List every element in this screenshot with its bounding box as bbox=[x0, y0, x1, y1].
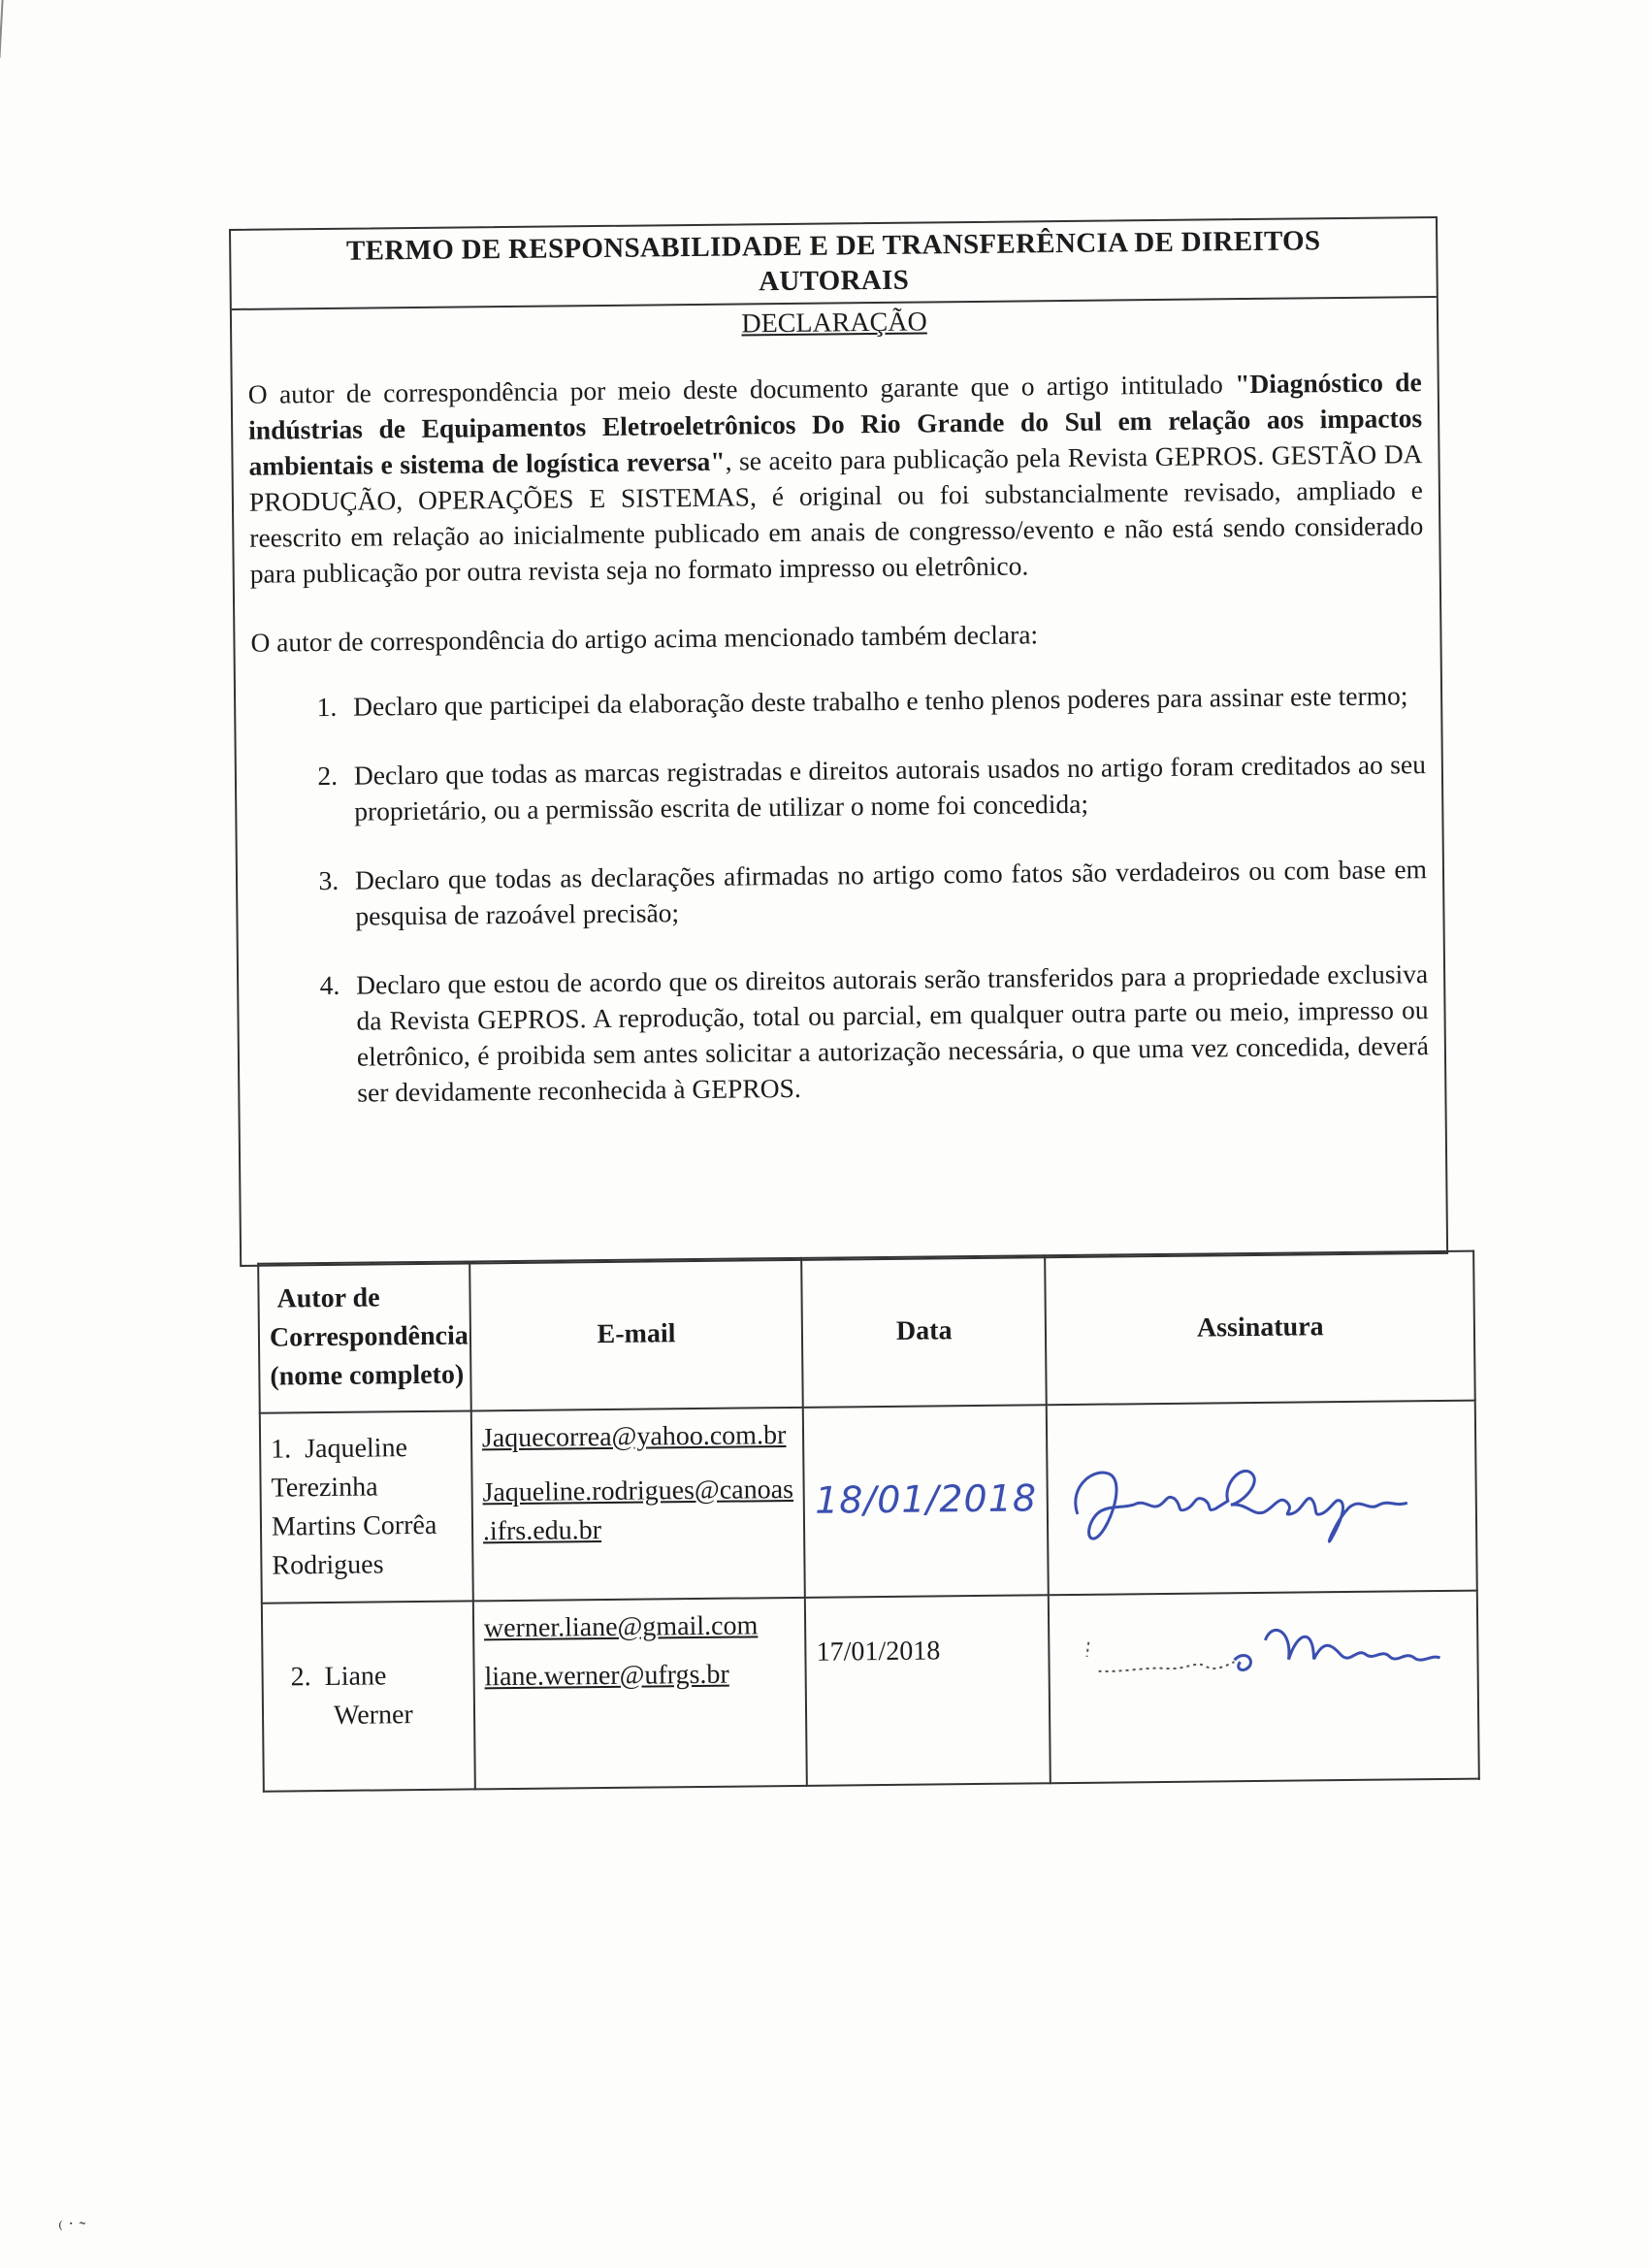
header-author-line-3: (nome completo) bbox=[270, 1359, 465, 1392]
declaration-item-2: 2. Declaro que todas as marcas registradas e direitos autorais usados no artigo foram creditados ao seu proprietário, ou a permissão escrita de utilizar o nome foi concedida; bbox=[344, 746, 1427, 829]
email-link[interactable]: Jaqueline.rodrigues@canoas bbox=[482, 1474, 794, 1508]
author-name-part: Liane bbox=[324, 1661, 387, 1693]
header-author bbox=[258, 1261, 470, 1412]
author-cell-2 bbox=[262, 1601, 475, 1791]
handwritten-date: 18/01/2018 bbox=[814, 1475, 1038, 1522]
declaration-intro: O autor de correspondência do artigo acima mencionado também declara: bbox=[250, 619, 1039, 658]
document bbox=[229, 216, 1452, 1793]
declaration-list bbox=[251, 677, 1429, 1112]
table-header-row bbox=[258, 1251, 1475, 1413]
declaration-body bbox=[248, 364, 1430, 1145]
email-link-continued[interactable]: .ifrs.edu.br bbox=[482, 1515, 602, 1547]
email-link[interactable]: liane.werner@ufrgs.br bbox=[484, 1659, 729, 1693]
author-name-part: Werner bbox=[333, 1700, 413, 1731]
article-title: "Diagnóstico de indústrias de Equipamentos Eletroeletrônicos Do Rio Grande do Sul em relação aos impactos ambientais e sistema de logística reversa" bbox=[248, 367, 1423, 481]
author-name-part: Martins Corrêa bbox=[271, 1509, 437, 1542]
authors-table bbox=[257, 1250, 1480, 1793]
header-signature: Assinatura bbox=[1045, 1251, 1475, 1406]
row-number: 2. bbox=[290, 1662, 311, 1693]
author-name-part: Rodrigues bbox=[272, 1549, 384, 1581]
signature-image bbox=[1059, 1600, 1468, 1691]
header-author-line-2: Correspondência bbox=[269, 1320, 469, 1353]
signature-cell-1 bbox=[1047, 1401, 1477, 1596]
title-line-1: TERMO DE RESPONSABILIDADE E DE TRANSFERÊNCIA DE DIREITOS bbox=[345, 225, 1321, 267]
author-name-part: Jaqueline bbox=[305, 1433, 408, 1465]
document-title bbox=[231, 222, 1437, 305]
table-row bbox=[262, 1591, 1479, 1792]
author-2-line-1 bbox=[290, 1657, 463, 1698]
typed-date: 17/01/2018 bbox=[816, 1636, 941, 1668]
header-email: E-mail bbox=[469, 1258, 803, 1411]
email-cell-1 bbox=[471, 1408, 806, 1602]
intro-text-2: , se aceito para publicação pela Revista GEPROS. GESTÃO DA PRODUÇÃO, OPERAÇÕES E SISTEMAS, é original ou foi substancialmente revisado, ampliado e reescrito em relação ao inicialmente publicado em anais de congresso/evento e não está sendo considerado para publicação por outra revista seja no formato impresso ou eletrônico. bbox=[248, 438, 1424, 589]
declaration-item-1: 1. Declaro que participei da elaboração deste trabalho e tenho plenos poderes para assinar este termo; bbox=[343, 677, 1425, 725]
declaration-item-4: 4. Declaro que estou de acordo que os direitos autorais serão transferidos para a propriedade exclusiva da Revista GEPROS. A reprodução, total ou parcial, em qualquer outra parte ou meio, impresso ou eletrônico, é proibida sem antes solicitar a autorização necessária, o que uma vez concedida, deverá ser devidamente reconhecida à GEPROS. bbox=[346, 956, 1429, 1111]
signature-cell-2 bbox=[1049, 1591, 1479, 1784]
signature-image bbox=[1058, 1442, 1467, 1553]
page-edge bbox=[0, 0, 62, 58]
author-1-line-1 bbox=[271, 1429, 461, 1470]
declaration-item-3: 3. Declaro que todas as declarações afirmadas no artigo como fatos são verdadeiros ou com base em pesquisa de razoável precisão; bbox=[345, 851, 1428, 934]
table-row bbox=[260, 1401, 1477, 1604]
header-date: Data bbox=[801, 1255, 1047, 1408]
email-link[interactable]: Jaquecorrea@yahoo.com.br bbox=[481, 1420, 787, 1454]
intro-paragraph bbox=[248, 364, 1424, 592]
header-author-line-1: Autor de bbox=[276, 1282, 380, 1314]
intro-text-1: O autor de correspondência por meio deste documento garante que o artigo intitulado bbox=[247, 369, 1236, 409]
declaration-heading: DECLARAÇÃO bbox=[741, 307, 927, 340]
author-cell-1 bbox=[260, 1410, 473, 1603]
scan-specks: ⁽ ˙ ˜ bbox=[58, 2219, 86, 2240]
email-link[interactable]: werner.liane@gmail.com bbox=[483, 1610, 759, 1644]
title-line-2: AUTORAIS bbox=[758, 264, 910, 298]
author-name-part: Terezinha bbox=[271, 1472, 378, 1504]
email-cell-2 bbox=[473, 1598, 807, 1790]
date-cell-1 bbox=[803, 1405, 1049, 1598]
declaration-frame bbox=[229, 216, 1448, 1267]
row-number: 1. bbox=[271, 1434, 292, 1465]
date-cell-2 bbox=[805, 1595, 1051, 1786]
